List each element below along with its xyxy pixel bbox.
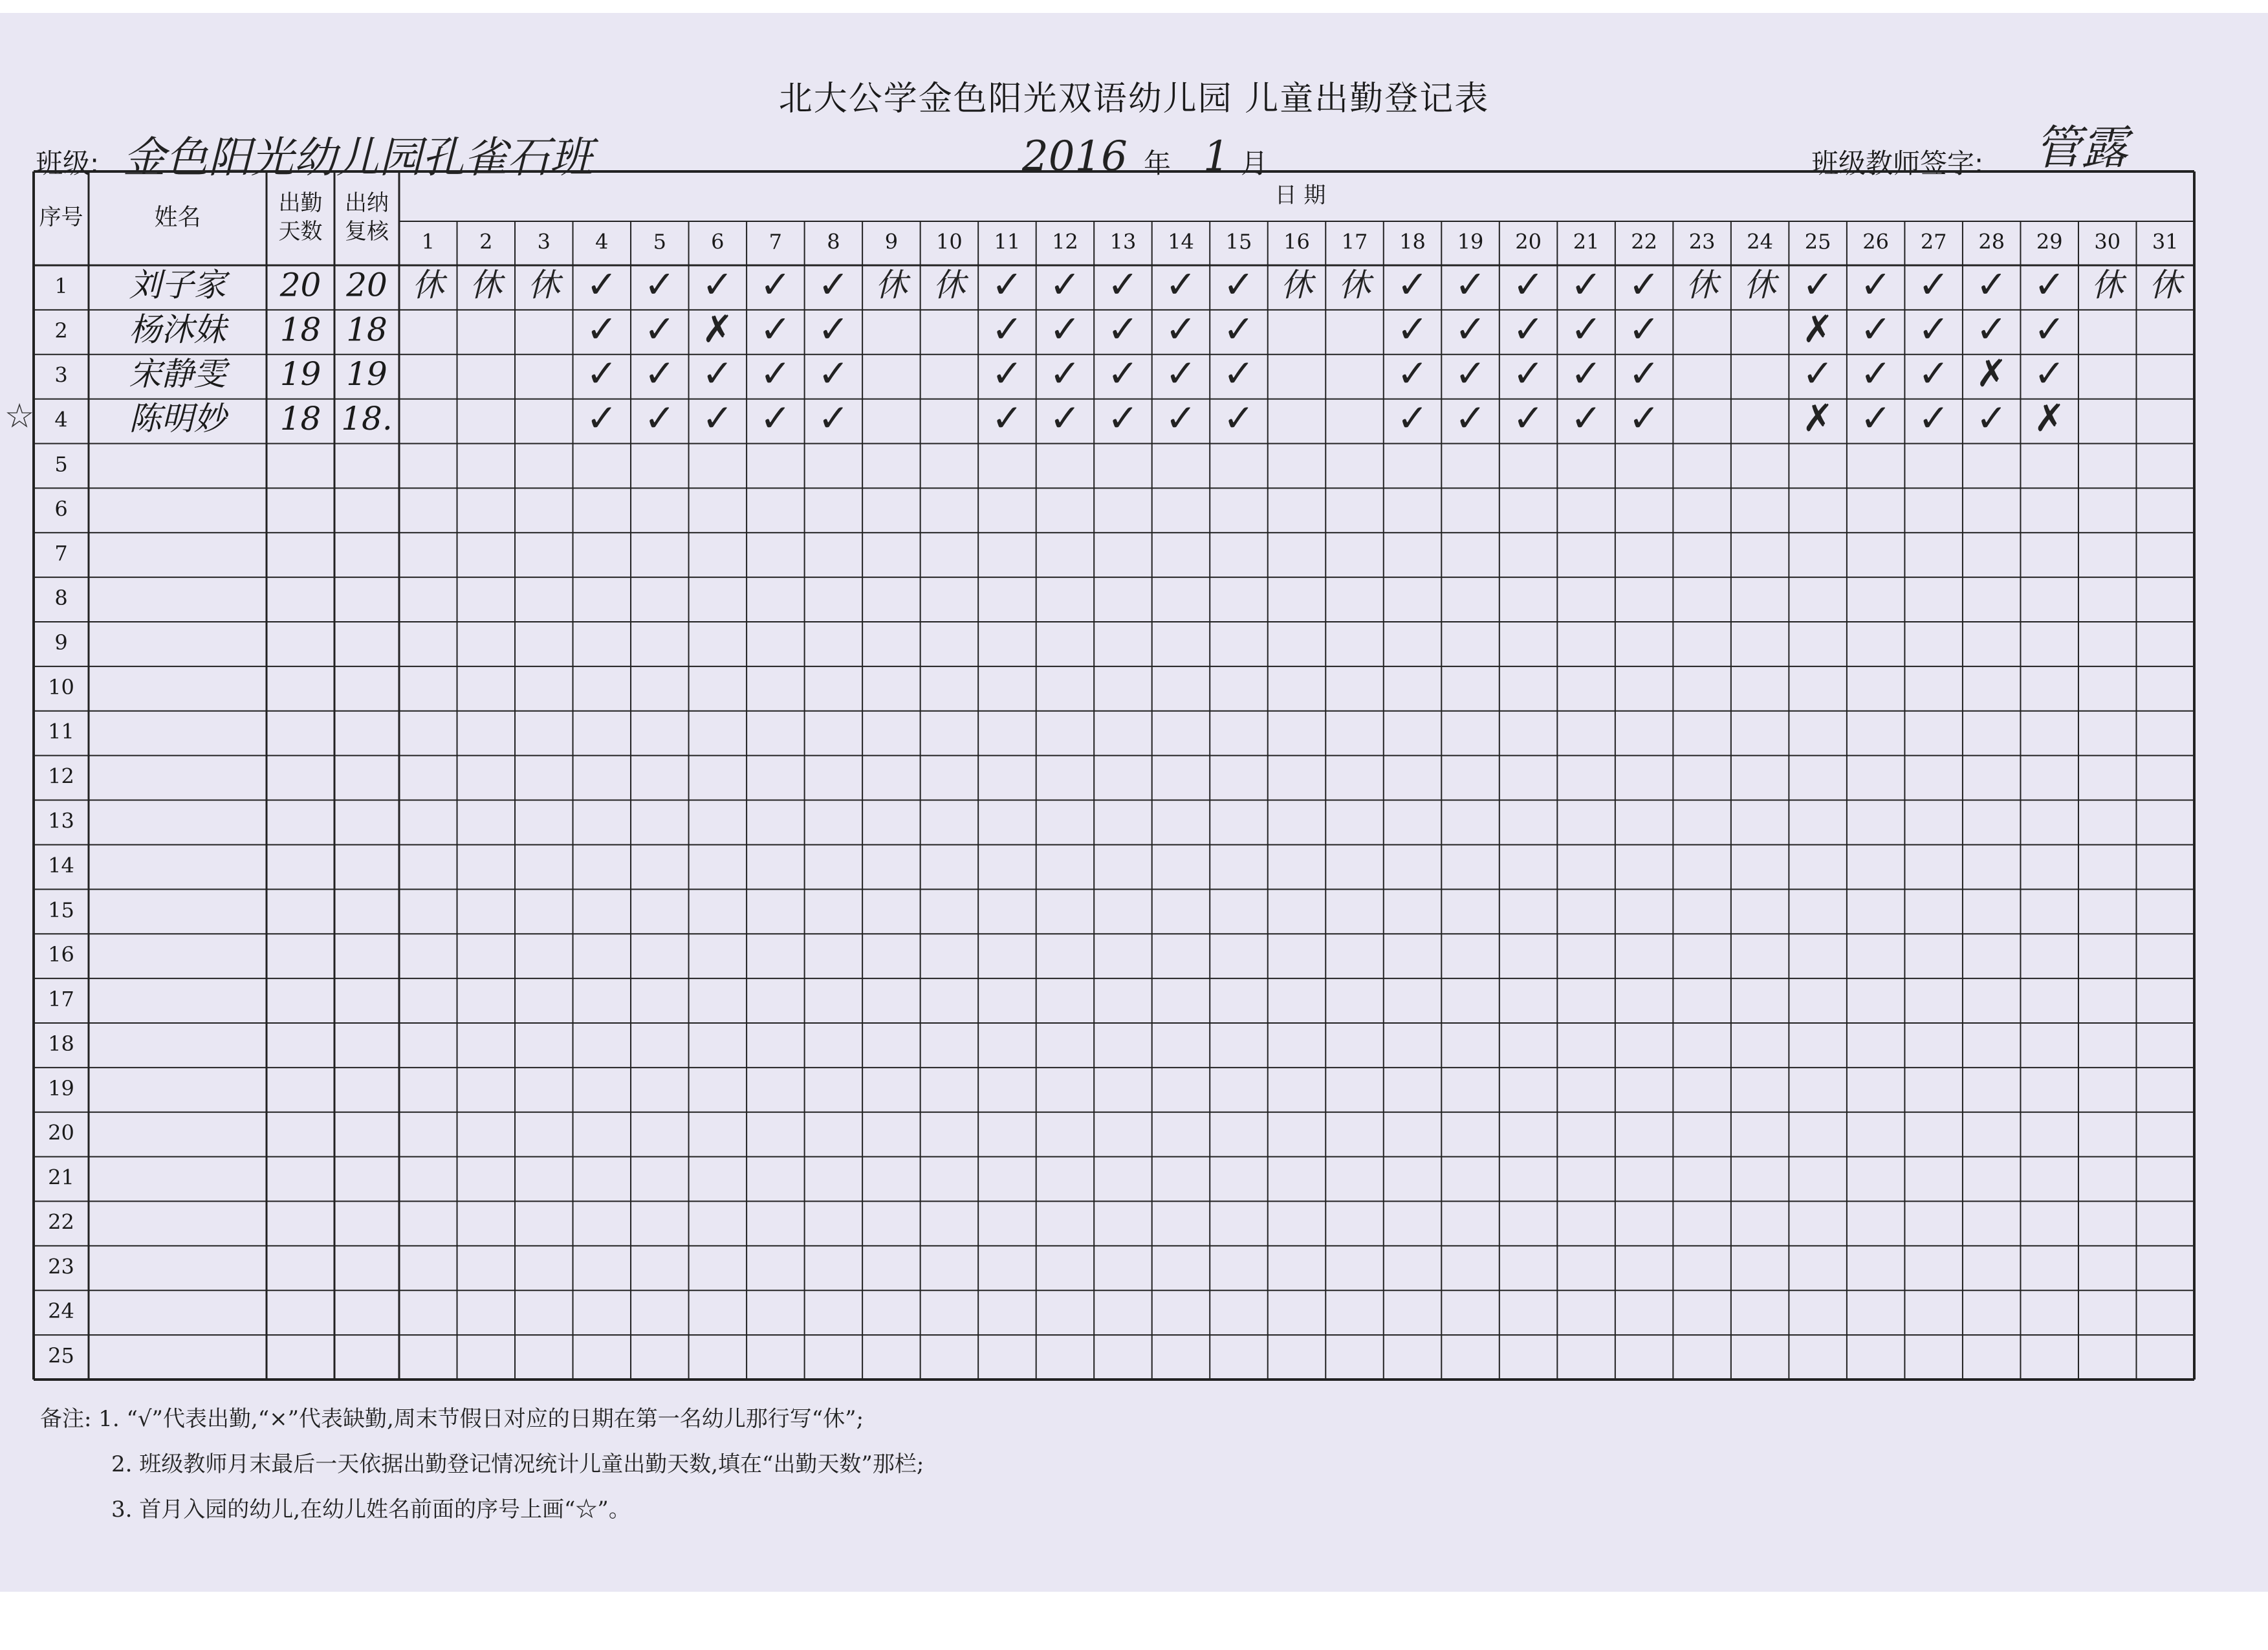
present-mark: ✓	[1454, 307, 1487, 351]
class-label: 班级:	[36, 148, 100, 179]
row-seq: 1	[54, 273, 68, 298]
present-mark: ✓	[991, 396, 1023, 441]
row-seq: 19	[48, 1075, 74, 1101]
date-number: 14	[1168, 229, 1194, 254]
date-number: 26	[1862, 229, 1890, 254]
present-mark: ✓	[2033, 351, 2066, 396]
present-mark: ✓	[1223, 262, 1255, 307]
present-mark: ✓	[1223, 396, 1255, 441]
date-number: 3	[537, 229, 551, 254]
row-seq: 22	[48, 1209, 74, 1235]
present-mark: ✓	[1860, 351, 1892, 396]
date-number: 30	[2094, 229, 2121, 254]
present-mark: ✓	[1049, 396, 1081, 441]
present-mark: ✓	[586, 351, 618, 396]
present-mark: ✓	[1165, 262, 1197, 307]
row-seq: 13	[48, 808, 74, 833]
present-mark: ✓	[1397, 307, 1428, 351]
row-seq: 24	[48, 1299, 74, 1324]
date-number: 27	[1920, 229, 1947, 254]
date-number: 25	[1804, 229, 1831, 254]
present-mark: ✓	[1976, 396, 2007, 441]
holiday-mark: 休	[470, 266, 503, 304]
date-number: 4	[595, 229, 609, 254]
present-mark: ✓	[1165, 307, 1197, 351]
present-mark: ✓	[702, 396, 734, 441]
attendance-days: 20	[279, 266, 322, 304]
sheet-title: 北大公学金色阳光双语幼儿园 儿童出勤登记表	[778, 80, 1490, 118]
present-mark: ✓	[1107, 351, 1139, 396]
date-number: 6	[711, 229, 725, 254]
present-mark: ✓	[1512, 307, 1544, 351]
present-mark: ✓	[1107, 396, 1139, 441]
present-mark: ✓	[644, 396, 676, 441]
row-seq: 17	[48, 987, 74, 1012]
present-mark: ✓	[586, 396, 618, 441]
date-number: 2	[479, 229, 493, 254]
present-mark: ✓	[1860, 262, 1892, 307]
row-seq: 23	[48, 1254, 74, 1279]
date-number: 28	[1978, 229, 2005, 254]
date-number: 17	[1341, 229, 1368, 254]
year-handwritten: 2016	[1022, 133, 1128, 181]
new-child-star: ☆	[4, 397, 35, 436]
attendance-table	[0, 13, 2268, 1592]
present-mark: ✓	[1049, 351, 1081, 396]
present-mark: ✓	[759, 262, 792, 307]
date-number: 8	[827, 229, 840, 254]
date-number: 23	[1688, 229, 1716, 254]
month-unit: 月	[1241, 148, 1269, 179]
present-mark: ✓	[991, 351, 1023, 396]
present-mark: ✓	[1917, 307, 1950, 351]
child-name: 陈明妙	[129, 400, 226, 438]
holiday-mark: 休	[411, 266, 444, 304]
header-name: 姓名	[154, 204, 201, 231]
present-mark: ✓	[1397, 396, 1428, 441]
note-line-3: 3. 首月入园的幼儿,在幼儿姓名前面的序号上画“☆”。	[111, 1497, 631, 1523]
present-mark: ✓	[1570, 262, 1602, 307]
date-number: 11	[994, 229, 1021, 254]
present-mark: ✓	[991, 262, 1023, 307]
note-line-2: 2. 班级教师月末最后一天依据出勤登记情况统计儿童出勤天数,填在“出勤天数”那栏;	[111, 1451, 924, 1477]
date-number: 1	[421, 229, 435, 254]
year-unit: 年	[1144, 148, 1172, 179]
date-number: 9	[884, 229, 899, 254]
teacher-signature-label: 班级教师签字:	[1811, 148, 1984, 179]
present-mark: ✓	[1397, 262, 1428, 307]
date-number: 18	[1399, 229, 1426, 254]
teacher-signature: 管露	[2034, 120, 2128, 175]
present-mark: ✓	[1570, 351, 1602, 396]
present-mark: ✓	[1628, 307, 1660, 351]
date-number: 29	[2036, 229, 2063, 254]
row-seq: 10	[48, 674, 74, 699]
child-name: 宋静雯	[129, 355, 226, 393]
present-mark: ✓	[1976, 307, 2007, 351]
row-seq: 18	[48, 1031, 74, 1056]
present-mark: ✓	[759, 351, 792, 396]
header-days-line2: 天数	[278, 219, 323, 245]
present-mark: ✓	[1802, 351, 1834, 396]
present-mark: ✓	[1570, 307, 1602, 351]
holiday-mark: 休	[933, 266, 966, 304]
header-date: 日 期	[1274, 182, 1326, 208]
holiday-mark: 休	[1686, 266, 1719, 304]
present-mark: ✓	[702, 351, 734, 396]
date-number: 22	[1631, 229, 1657, 254]
cashier-check: 20	[346, 266, 387, 304]
present-mark: ✓	[644, 307, 676, 351]
present-mark: ✓	[1917, 396, 1950, 441]
present-mark: ✓	[1628, 396, 1660, 441]
absent-mark: ✗	[1976, 351, 2007, 396]
month-handwritten: 1	[1203, 133, 1230, 181]
row-seq: 5	[54, 452, 68, 477]
class-name-handwritten: 金色阳光幼儿园孔雀石班	[123, 133, 593, 182]
child-name: 杨沐妹	[129, 311, 226, 349]
absent-mark: ✗	[702, 307, 734, 351]
present-mark: ✓	[1512, 351, 1544, 396]
row-seq: 16	[48, 942, 74, 967]
present-mark: ✓	[1454, 351, 1487, 396]
row-seq: 20	[48, 1120, 74, 1145]
holiday-mark: 休	[2091, 266, 2124, 304]
header-seq: 序号	[39, 204, 83, 230]
present-mark: ✓	[1860, 307, 1892, 351]
present-mark: ✓	[702, 262, 734, 307]
present-mark: ✓	[1512, 396, 1544, 441]
present-mark: ✓	[2033, 307, 2066, 351]
present-mark: ✓	[1049, 307, 1081, 351]
header-check-line1: 出纳	[345, 190, 389, 216]
row-seq: 12	[48, 764, 74, 789]
note-line-1: 备注: 1. “√”代表出勤,“×”代表缺勤,周末节假日对应的日期在第一名幼儿那行写“休”;	[40, 1406, 864, 1432]
holiday-mark: 休	[527, 266, 560, 304]
row-seq: 2	[54, 318, 68, 343]
present-mark: ✓	[818, 307, 849, 351]
date-number: 10	[936, 229, 963, 254]
date-number: 31	[2152, 229, 2179, 254]
present-mark: ✓	[1512, 262, 1544, 307]
present-mark: ✓	[1223, 307, 1255, 351]
notes-section	[40, 1401, 924, 1537]
present-mark: ✓	[1802, 262, 1834, 307]
absent-mark: ✗	[1802, 396, 1834, 441]
row-seq: 14	[48, 853, 74, 878]
present-mark: ✓	[644, 351, 676, 396]
attendance-days: 18	[279, 400, 322, 438]
holiday-mark: 休	[1338, 266, 1371, 304]
row-seq: 4	[54, 407, 68, 432]
holiday-mark: 休	[2149, 266, 2182, 304]
holiday-mark: 休	[1280, 266, 1313, 304]
present-mark: ✓	[818, 351, 849, 396]
date-number: 13	[1109, 229, 1137, 254]
header-days-line1: 出勤	[278, 190, 323, 216]
row-seq: 15	[48, 897, 74, 923]
present-mark: ✓	[1165, 396, 1197, 441]
row-seq: 7	[54, 541, 68, 566]
present-mark: ✓	[1454, 396, 1487, 441]
cashier-check: 18.	[341, 400, 393, 438]
present-mark: ✓	[1917, 262, 1950, 307]
row-seq: 6	[54, 496, 68, 522]
row-seq: 21	[48, 1165, 74, 1190]
date-number: 7	[769, 229, 783, 254]
present-mark: ✓	[586, 262, 618, 307]
attendance-days: 19	[279, 355, 322, 393]
date-number: 5	[653, 229, 667, 254]
date-number: 12	[1052, 229, 1078, 254]
present-mark: ✓	[1976, 262, 2007, 307]
present-mark: ✓	[2033, 262, 2066, 307]
date-number: 15	[1225, 229, 1252, 254]
present-mark: ✓	[818, 262, 849, 307]
present-mark: ✓	[1107, 262, 1139, 307]
present-mark: ✓	[1049, 262, 1081, 307]
date-number: 21	[1573, 229, 1600, 254]
present-mark: ✓	[1628, 351, 1660, 396]
present-mark: ✓	[644, 262, 676, 307]
present-mark: ✓	[759, 307, 792, 351]
present-mark: ✓	[991, 307, 1023, 351]
present-mark: ✓	[1107, 307, 1139, 351]
holiday-mark: 休	[1743, 266, 1776, 304]
present-mark: ✓	[586, 307, 618, 351]
present-mark: ✓	[1454, 262, 1487, 307]
present-mark: ✓	[1397, 351, 1428, 396]
present-mark: ✓	[1223, 351, 1255, 396]
date-number: 19	[1457, 229, 1484, 254]
row-seq: 11	[48, 719, 74, 744]
cashier-check: 19	[346, 355, 387, 393]
child-name: 刘子家	[129, 266, 226, 304]
row-seq: 8	[54, 586, 68, 611]
absent-mark: ✗	[2033, 396, 2066, 441]
present-mark: ✓	[1860, 396, 1892, 441]
holiday-mark: 休	[875, 266, 908, 304]
attendance-sheet	[0, 13, 2268, 1592]
present-mark: ✓	[759, 396, 792, 441]
present-mark: ✓	[818, 396, 849, 441]
cashier-check: 18	[346, 311, 387, 349]
row-seq: 3	[54, 362, 68, 388]
present-mark: ✓	[1917, 351, 1950, 396]
present-mark: ✓	[1570, 396, 1602, 441]
date-number: 16	[1283, 229, 1310, 254]
date-number: 24	[1747, 229, 1773, 254]
present-mark: ✓	[1165, 351, 1197, 396]
row-seq: 9	[54, 630, 68, 655]
present-mark: ✓	[1628, 262, 1660, 307]
date-number: 20	[1515, 229, 1542, 254]
attendance-days: 18	[279, 311, 322, 349]
absent-mark: ✗	[1802, 307, 1834, 351]
row-seq: 25	[48, 1343, 74, 1369]
header-check-line2: 复核	[345, 219, 389, 245]
